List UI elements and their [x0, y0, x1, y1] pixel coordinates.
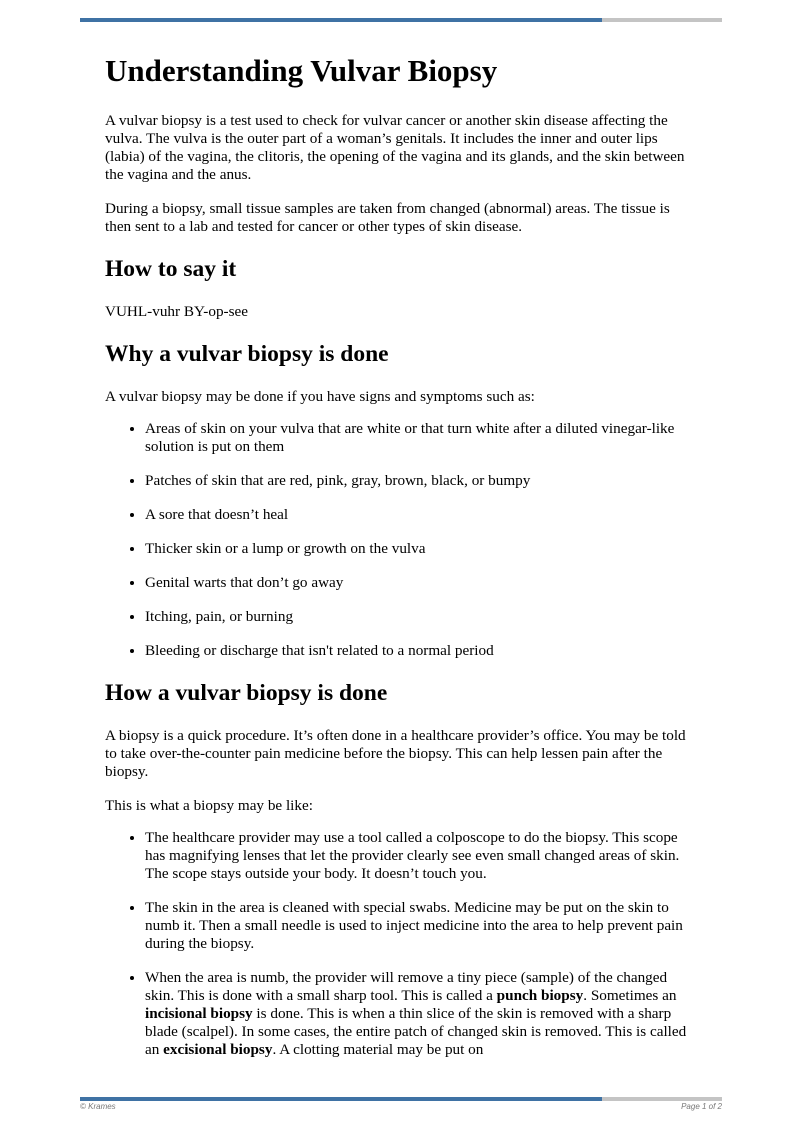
list-item — [145, 969, 695, 1059]
document-body — [105, 52, 695, 1077]
list-item: • Areas of skin on your vulva that are white or that turn white after a diluted vinegar-like solution is put on them — [145, 420, 695, 456]
term-punch-biopsy: punch biopsy — [496, 987, 584, 1004]
list-item: • The healthcare provider may use a tool called a colposcope to do the biopsy. This scope has magnifying lenses that let the provider clearly see even small changed areas of skin. The scope stays outside your body. It doesn’t touch you. — [145, 829, 695, 883]
how-paragraph-2: This is what a biopsy may be like: — [105, 797, 313, 814]
why-list — [105, 420, 695, 660]
list-item-text: is done. This is when a thin slice of the skin is removed with a sharp blade (scalpel). In some cases, the entire patch of changed skin is removed. This is called an — [145, 1005, 687, 1058]
header-bar-accent — [80, 18, 602, 22]
heading-how-done: How a vulvar biopsy is done — [105, 680, 388, 706]
header-bar-grey — [602, 18, 722, 22]
list-item: • Thicker skin or a lump or growth on the vulva — [145, 540, 695, 558]
footer-bar-grey — [602, 1097, 722, 1101]
list-item: • Bleeding or discharge that isn't related to a normal period — [145, 642, 695, 660]
term-incisional-biopsy: incisional biopsy — [145, 1005, 253, 1022]
heading-how-to-say: How to say it — [105, 256, 237, 282]
why-intro: A vulvar biopsy may be done if you have signs and symptoms such as: — [105, 388, 535, 405]
intro-paragraph-2: During a biopsy, small tissue samples are taken from changed (abnormal) areas. The tissue is then sent to a lab and tested for cancer or other types of skin disease. — [105, 200, 670, 235]
header-bar — [80, 18, 722, 22]
footer-copyright: © Krames — [80, 1102, 116, 1111]
list-item: • Patches of skin that are red, pink, gray, brown, black, or bumpy — [145, 472, 695, 490]
footer-page-number: Page 1 of 2 — [681, 1102, 722, 1111]
footer-bar — [80, 1097, 722, 1101]
page-title: Understanding Vulvar Biopsy — [105, 53, 498, 88]
footer-bar-accent — [80, 1097, 602, 1101]
list-item: • A sore that doesn’t heal — [145, 506, 695, 524]
list-item-text: When the area is numb, the provider will remove a tiny piece (sample) of the changed skin. This is done with a small sharp tool. This is called a — [145, 969, 668, 1004]
list-item: • The skin in the area is cleaned with special swabs. Medicine may be put on the skin to numb it. Then a small needle is used to inject medicine into the area to help prevent pain during the biopsy. — [145, 899, 695, 953]
how-paragraph-1: A biopsy is a quick procedure. It’s often done in a healthcare provider’s office. You may be told to take over-the-counter pain medicine before the biopsy. This can help lessen pain after the biopsy. — [105, 727, 686, 780]
list-item: • Itching, pain, or burning — [145, 608, 695, 626]
list-item-text: . A clotting material may be put on — [272, 1041, 484, 1058]
intro-paragraph-1: A vulvar biopsy is a test used to check for vulvar cancer or another skin disease affecting the vulva. The vulva is the outer part of a woman’s genitals. It includes the inner and outer lips (labia) of the vagina, the clitoris, the opening of the vagina and its glands, and the skin between the vagina and the anus. — [105, 112, 685, 183]
pronunciation-text: VUHL-vuhr BY-op-see — [105, 303, 248, 320]
list-item-text: . Sometimes an — [583, 987, 677, 1004]
term-excisional-biopsy: excisional biopsy — [163, 1041, 273, 1058]
how-list — [105, 829, 695, 1059]
heading-why-done: Why a vulvar biopsy is done — [105, 341, 389, 367]
list-item: • Genital warts that don’t go away — [145, 574, 695, 592]
